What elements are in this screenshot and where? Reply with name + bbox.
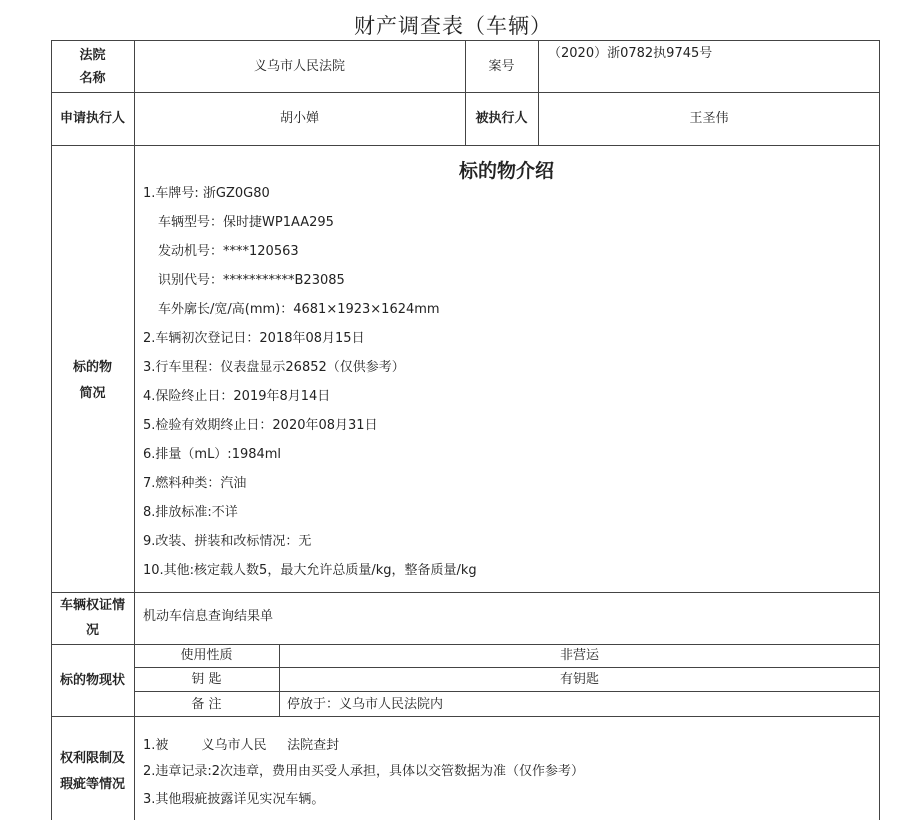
restrictions-label: 瑕疵等情况 <box>59 777 125 792</box>
rights-label: 车辆权证情 <box>59 598 125 613</box>
row-divider <box>51 716 880 717</box>
subject-line: 9.改装、拼装和改标情况：无 <box>143 534 312 549</box>
row-divider <box>51 644 880 645</box>
subject-line: 7.燃料种类：汽油 <box>143 476 247 491</box>
rights-value: 机动车信息查询结果单 <box>143 609 274 624</box>
respondent-value: 王圣伟 <box>689 111 729 126</box>
subject-line: 4.保险终止日：2019年8月14日 <box>143 389 331 404</box>
row-divider <box>51 592 880 593</box>
subject-line: 识别代号：***********B23085 <box>158 273 345 288</box>
applicant-label: 申请执行人 <box>59 111 125 126</box>
col-divider <box>538 40 539 145</box>
subject-heading: 标的物介绍 <box>458 160 554 182</box>
restriction-line: 3.其他瑕疵披露详见实况车辆。 <box>143 792 325 807</box>
status-value: 停放于：义乌市人民法院内 <box>287 697 444 712</box>
row-divider <box>51 145 880 146</box>
status-value: 有钥匙 <box>559 672 599 687</box>
status-value: 非营运 <box>559 648 599 663</box>
subject-line: 8.排放标准:不详 <box>143 505 238 520</box>
status-key: 备 注 <box>191 697 222 712</box>
subject-line: 车外廓长/宽/高(mm)：4681×1923×1624mm <box>158 302 440 317</box>
applicant-value: 胡小婵 <box>279 111 319 126</box>
status-key: 使用性质 <box>180 648 233 663</box>
case-value: （2020）浙0782执9745号 <box>548 46 713 61</box>
subject-line: 2.车辆初次登记日：2018年08月15日 <box>143 331 365 346</box>
page-title: 财产调查表（车辆） <box>354 14 552 38</box>
row-divider <box>134 691 880 692</box>
col-divider <box>465 40 466 145</box>
rights-label: 况 <box>85 623 99 638</box>
restrictions-label: 权利限制及 <box>59 751 125 766</box>
subject-line: 3.行车里程：仪表盘显示26852（仅供参考） <box>143 360 405 375</box>
status-key: 钥 匙 <box>191 672 222 687</box>
court-value: 义乌市人民法院 <box>253 59 345 74</box>
subject-line: 5.检验有效期终止日：2020年08月31日 <box>143 418 378 433</box>
subject-line: 10.其他:核定载人数5，最大允许总质量/kg，整备质量/kg <box>143 563 477 578</box>
row-divider <box>134 667 880 668</box>
case-label: 案号 <box>488 59 515 74</box>
restriction-line: 2.违章记录:2次违章，费用由买受人承担，具体以交管数据为准（仅作参考） <box>143 764 585 779</box>
respondent-label: 被执行人 <box>475 111 528 126</box>
status-label: 标的物现状 <box>59 673 125 688</box>
subject-label: 简况 <box>79 386 106 401</box>
court-label: 名称 <box>79 71 106 86</box>
subject-line: 1.车牌号: 浙GZ0G80 <box>143 186 270 201</box>
subject-line: 发动机号：****120563 <box>158 244 299 259</box>
restriction-line: 1.被 义乌市人民 法院查封 <box>143 738 340 753</box>
subject-line: 车辆型号：保时捷WP1AA295 <box>158 215 334 230</box>
subject-line: 6.排量（mL）:1984ml <box>143 447 282 462</box>
court-label: 法院 <box>79 48 106 63</box>
subject-label: 标的物 <box>72 360 112 375</box>
